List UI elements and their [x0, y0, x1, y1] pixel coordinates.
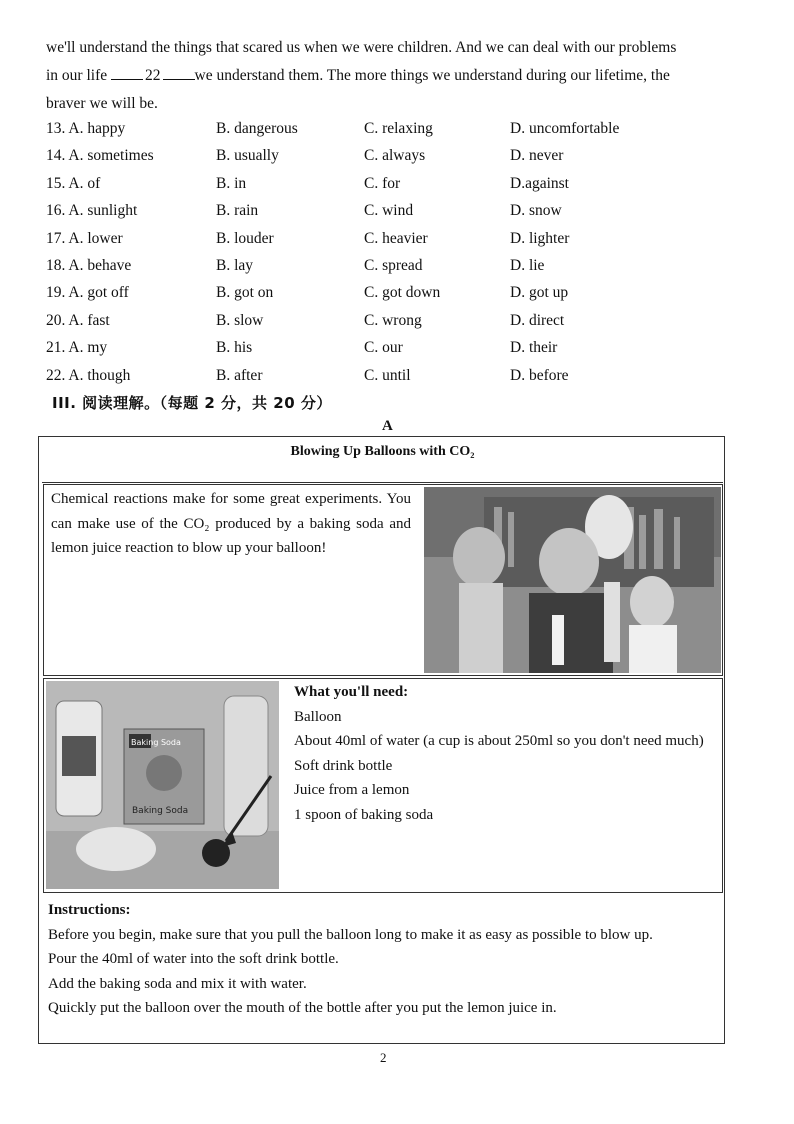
instruction-step: Quickly put the balloon over the mouth of the bottle after you put the lemon juice in. [48, 1000, 557, 1016]
needs-item: Soft drink bottle [294, 757, 393, 774]
page-number: 2 [380, 1050, 387, 1065]
passage-line-1: we'll understand the things that scared us when we were children. And we can deal with our problems [46, 39, 677, 56]
question-row: 17. A. lower B. louder C. heavier D. lighter [46, 229, 570, 247]
needs-list [294, 680, 718, 827]
question-row: 15. A. of B. in C. for D.against [46, 174, 569, 192]
article-title: Blowing Up Balloons with CO₂ [42, 436, 723, 483]
needs-item: Juice from a lemon [294, 782, 410, 798]
instruction-step: Pour the 40ml of water into the soft drink bottle. [48, 951, 339, 967]
question-row: 14. A. sometimes B. usually C. always D. never [46, 147, 564, 165]
passage-letter: A [382, 418, 393, 434]
cloze-passage-end [46, 34, 726, 118]
instruction-step: Before you begin, make sure that you pull the balloon long to make it as easy as possible to blow up. [48, 926, 653, 943]
passage-line-3: braver we will be. [46, 95, 158, 112]
question-row: 22. A. though B. after C. until D. before [46, 366, 569, 384]
instructions-heading: Instructions: [48, 902, 131, 918]
question-row: 20. A. fast B. slow C. wrong D. direct [46, 311, 565, 329]
needs-heading: What you'll need: [294, 684, 409, 700]
needs-item: About 40ml of water (a cup is about 250ml so you don't need much) [294, 733, 704, 749]
kids-balloon-photo [424, 487, 721, 673]
supplies-photo [46, 681, 279, 889]
passage-line-2: in our life 22 we understand them. The more things we understand during our lifetime, the [46, 62, 726, 90]
blank-number: 22 [145, 67, 161, 84]
instructions [48, 898, 718, 1021]
question-row: 18. A. behave B. lay C. spread D. lie [46, 256, 545, 274]
intro-text: Chemical reactions make for some great experiments. You can make use of the CO₂ produced by a baking soda and lemon juice reaction to blow up your balloon! [51, 491, 411, 556]
question-row: 19. A. got off B. got on C. got down D. got up [46, 284, 569, 302]
svg-text:Baking Soda: Baking Soda [132, 806, 189, 816]
box-badge-text: Baking Soda [131, 738, 181, 747]
question-row: 13. A. happy B. dangerous C. relaxing D. uncomfortable [46, 120, 620, 137]
instruction-step: Add the baking soda and mix it with water. [48, 975, 307, 992]
needs-item: 1 spoon of baking soda [294, 806, 434, 823]
answer-options [46, 115, 746, 389]
question-row: 21. A. my B. his C. our D. their [46, 339, 558, 357]
needs-item: Balloon [294, 708, 342, 725]
section-heading: III. 阅读理解。（每题 2 分，共 20 分） [52, 394, 332, 412]
question-row: 16. A. sunlight B. rain C. wind D. snow [46, 202, 562, 220]
